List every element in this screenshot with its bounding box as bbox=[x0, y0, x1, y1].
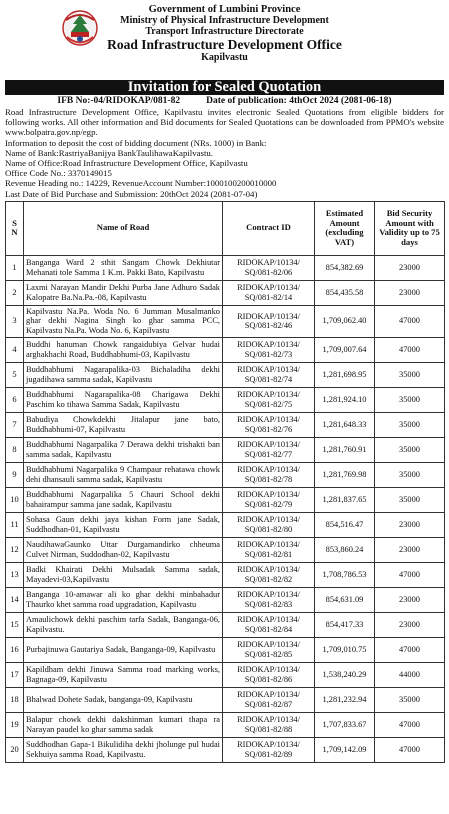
row-amount: 1,281,760.91 bbox=[315, 437, 375, 462]
row-amount: 1,538,240.29 bbox=[315, 662, 375, 687]
table-row bbox=[6, 737, 445, 762]
row-security: 35000 bbox=[375, 437, 445, 462]
table-row bbox=[6, 462, 445, 487]
row-contract-id: RIDOKAP/10134/ SQ/081-82/77 bbox=[223, 437, 315, 462]
row-security: 35000 bbox=[375, 412, 445, 437]
row-contract-id: RIDOKAP/10134/ SQ/081-82/76 bbox=[223, 412, 315, 437]
header-contract-id: Contract ID bbox=[223, 201, 315, 255]
table-row bbox=[6, 437, 445, 462]
row-contract-id: RIDOKAP/10134/ SQ/081-82/82 bbox=[223, 562, 315, 587]
row-security: 23000 bbox=[375, 612, 445, 637]
notice-banner: Invitation for Sealed Quotation bbox=[5, 80, 444, 95]
table-row bbox=[6, 537, 445, 562]
row-security: 23000 bbox=[375, 280, 445, 305]
row-contract-id: RIDOKAP/10134/ SQ/081-82/46 bbox=[223, 305, 315, 337]
header-security: Bid Security Amount with Validity up to 75 days bbox=[375, 201, 445, 255]
row-road-name: Badki Khairati Dekhi Mulsadak Samma sadak, Mayadevi-03,Kapilvastu bbox=[24, 562, 223, 587]
row-road-name: Kapilvastu Na.Pa. Woda No. 6 Jumman Musalmanko ghar dekhi Nagina Singh ko ghar samma PCC, Kapilvastu Na.Pa. Woda No. 6, Kapilvastu bbox=[24, 305, 223, 337]
row-contract-id: RIDOKAP/10134/ SQ/081-82/14 bbox=[223, 280, 315, 305]
table-row bbox=[6, 280, 445, 305]
row-sn: 13 bbox=[6, 562, 24, 587]
row-sn: 1 bbox=[6, 255, 24, 280]
row-sn: 12 bbox=[6, 537, 24, 562]
row-sn: 7 bbox=[6, 412, 24, 437]
row-amount: 854,516.47 bbox=[315, 512, 375, 537]
row-amount: 1,281,698.95 bbox=[315, 362, 375, 387]
row-amount: 1,709,010.75 bbox=[315, 637, 375, 662]
row-sn: 10 bbox=[6, 487, 24, 512]
nepal-emblem-icon bbox=[60, 8, 100, 50]
row-security: 35000 bbox=[375, 362, 445, 387]
row-contract-id: RIDOKAP/10134/ SQ/081-82/06 bbox=[223, 255, 315, 280]
table-row bbox=[6, 387, 445, 412]
row-sn: 5 bbox=[6, 362, 24, 387]
row-amount: 1,709,007.64 bbox=[315, 337, 375, 362]
row-amount: 1,281,924.10 bbox=[315, 387, 375, 412]
row-security: 44000 bbox=[375, 662, 445, 687]
row-contract-id: RIDOKAP/10134/ SQ/081-82/81 bbox=[223, 537, 315, 562]
table-row bbox=[6, 487, 445, 512]
row-road-name: Suddhodhan Gapa-1 Bikulidiha dekhi jholunge pul hudai Sekhuiya samma Road, Kapilvastu. bbox=[24, 737, 223, 762]
row-contract-id: RIDOKAP/10134/ SQ/081-82/89 bbox=[223, 737, 315, 762]
header-amount: Estimated Amount (excluding VAT) bbox=[315, 201, 375, 255]
row-amount: 1,708,786.53 bbox=[315, 562, 375, 587]
row-road-name: Buddhabhumi Nagarpalika 7 Derawa dekhi trishakti ban samma sadak, Kapilvastu bbox=[24, 437, 223, 462]
row-road-name: Kapildham dekhi Jinuwa Samma road marking works, Bagnaga-09, Kapilvastu bbox=[24, 662, 223, 687]
row-road-name: Buddhabhumi Nagarpalika 9 Champaur rehatawa chowk dehi dhansauli samma sadak, Kapilvastu bbox=[24, 462, 223, 487]
ifb-line bbox=[5, 96, 444, 107]
row-sn: 14 bbox=[6, 587, 24, 612]
intro-paragraph: Road Infrastructure Development Office, Kapilvastu invites electronic Sealed Quotations from eligible bidders for following works. All other information and Bid documents for Sealed Quotations can be downloaded from PPMO's website www.bolpatra.gov.np/egp. bbox=[5, 107, 444, 138]
row-contract-id: RIDOKAP/10134/ SQ/081-82/75 bbox=[223, 387, 315, 412]
row-contract-id: RIDOKAP/10134/ SQ/081-82/88 bbox=[223, 712, 315, 737]
row-security: 23000 bbox=[375, 255, 445, 280]
office-title: Road Infrastructure Development Office bbox=[107, 37, 342, 52]
row-sn: 3 bbox=[6, 305, 24, 337]
row-security: 23000 bbox=[375, 587, 445, 612]
row-road-name: Bhalwad Dohete Sadak, banganga-09, Kapilvastu bbox=[24, 687, 223, 712]
row-security: 35000 bbox=[375, 462, 445, 487]
row-amount: 853,860.24 bbox=[315, 537, 375, 562]
revenue-heading: Revenue Heading no.: 14229, RevenueAccount Number:1000100200010000 bbox=[5, 178, 277, 189]
directorate-title: Transport Infrastructure Directorate bbox=[145, 26, 304, 37]
table-row bbox=[6, 512, 445, 537]
row-road-name: Laxmi Narayan Mandir Dekhi Purba Jane Adhuro Sadak Kalopatre Ba.Na.Pa.-08, Kapilvastu bbox=[24, 280, 223, 305]
row-sn: 11 bbox=[6, 512, 24, 537]
row-road-name: Banganga Ward 2 sthit Sangam Chowk Dekhiutar Mehanati tole Samma 1 K.m. Pakki Bato, Kapilvastu bbox=[24, 255, 223, 280]
row-contract-id: RIDOKAP/10134/ SQ/081-82/86 bbox=[223, 662, 315, 687]
office-name: Name of Office:Road Infrastructure Development Office, Kapilvastu bbox=[5, 158, 248, 169]
row-contract-id: RIDOKAP/10134/ SQ/081-82/83 bbox=[223, 587, 315, 612]
table-row bbox=[6, 362, 445, 387]
table-row bbox=[6, 662, 445, 687]
row-amount: 854,435.58 bbox=[315, 280, 375, 305]
row-sn: 8 bbox=[6, 437, 24, 462]
row-road-name: Sohasa Gaun dekhi jaya kishan Form jane Sadak, Suddhodhan-01, Kapilvastu bbox=[24, 512, 223, 537]
row-sn: 20 bbox=[6, 737, 24, 762]
row-sn: 9 bbox=[6, 462, 24, 487]
row-road-name: Balapur chowk dekhi dakshinman kumari thapa ra Narayan paudel ko ghar samma sadak bbox=[24, 712, 223, 737]
row-security: 47000 bbox=[375, 562, 445, 587]
row-amount: 854,382.69 bbox=[315, 255, 375, 280]
ifb-number: IFB No:-04/RIDOKAP/081-82 bbox=[57, 96, 181, 106]
table-row bbox=[6, 612, 445, 637]
row-sn: 18 bbox=[6, 687, 24, 712]
row-amount: 1,709,062.40 bbox=[315, 305, 375, 337]
row-contract-id: RIDOKAP/10134/ SQ/081-82/73 bbox=[223, 337, 315, 362]
row-amount: 1,707,833.67 bbox=[315, 712, 375, 737]
row-security: 35000 bbox=[375, 487, 445, 512]
row-contract-id: RIDOKAP/10134/ SQ/081-82/84 bbox=[223, 612, 315, 637]
row-security: 47000 bbox=[375, 637, 445, 662]
row-contract-id: RIDOKAP/10134/ SQ/081-82/80 bbox=[223, 512, 315, 537]
header-road: Name of Road bbox=[24, 201, 223, 255]
deposit-info: Information to deposit the cost of bidding document (NRs. 1000) in Bank: bbox=[5, 137, 267, 148]
table-row bbox=[6, 412, 445, 437]
row-security: 47000 bbox=[375, 305, 445, 337]
header-sn: S N bbox=[6, 201, 24, 255]
row-road-name: Purbajinuwa Gautariya Sadak, Banganga-09, Kapilvastu bbox=[24, 637, 223, 662]
row-amount: 1,281,837.65 bbox=[315, 487, 375, 512]
row-security: 23000 bbox=[375, 512, 445, 537]
row-amount: 1,281,648.33 bbox=[315, 412, 375, 437]
row-sn: 2 bbox=[6, 280, 24, 305]
row-contract-id: RIDOKAP/10134/ SQ/081-82/79 bbox=[223, 487, 315, 512]
row-amount: 1,281,232.94 bbox=[315, 687, 375, 712]
quotation-table bbox=[5, 201, 445, 763]
row-amount: 1,281,769.98 bbox=[315, 462, 375, 487]
table-row bbox=[6, 305, 445, 337]
row-sn: 19 bbox=[6, 712, 24, 737]
row-road-name: Babudiya Chowkdekhi Jitalapur jane bato, Buddhabhumi-07, Kapilvastu bbox=[24, 412, 223, 437]
table-row bbox=[6, 255, 445, 280]
publication-date: Date of publication: 4thOct 2024 (2081-06-18) bbox=[206, 96, 392, 106]
table-row bbox=[6, 337, 445, 362]
table-row bbox=[6, 712, 445, 737]
row-security: 47000 bbox=[375, 712, 445, 737]
row-road-name: Buddhabhumi Nagarapalika-03 Bichaladiha dekhi jugadihawa samma sadak, Kapilvastu bbox=[24, 362, 223, 387]
row-road-name: Buddhabhumi Nagarapalika-08 Charigawa Dekhi Paschim ko tihawa Samma Sadak, Kapilvastu bbox=[24, 387, 223, 412]
row-security: 47000 bbox=[375, 337, 445, 362]
row-contract-id: RIDOKAP/10134/ SQ/081-82/74 bbox=[223, 362, 315, 387]
row-security: 35000 bbox=[375, 387, 445, 412]
row-sn: 6 bbox=[6, 387, 24, 412]
header bbox=[5, 4, 444, 78]
row-road-name: Buddhabhumi Nagarpalika 5 Chauri School dekhi bahairampur samma jane sadak, Kapilvastu bbox=[24, 487, 223, 512]
row-road-name: Amaulichowk dekhi paschim tarfa Sadak, Banganga-06, Kapilvastu. bbox=[24, 612, 223, 637]
row-security: 47000 bbox=[375, 737, 445, 762]
row-sn: 17 bbox=[6, 662, 24, 687]
table-row bbox=[6, 562, 445, 587]
row-sn: 16 bbox=[6, 637, 24, 662]
row-amount: 854,417.33 bbox=[315, 612, 375, 637]
government-title: Government of Lumbini Province bbox=[148, 4, 301, 15]
row-contract-id: RIDOKAP/10134/ SQ/081-82/85 bbox=[223, 637, 315, 662]
row-sn: 4 bbox=[6, 337, 24, 362]
row-road-name: Banganga 10-amawar ali ko ghar dekhi minbahadur Thaurko khet samma road upgradation, Kapilvastu bbox=[24, 587, 223, 612]
bank-name: Name of Bank:RastriyaBanijya BankTaulihawaKapilvastu. bbox=[5, 147, 214, 158]
ministry-title: Ministry of Physical Infrastructure Development bbox=[120, 15, 329, 26]
last-date: Last Date of Bid Purchase and Submission: 20thOct 2024 (2081-07-04) bbox=[5, 188, 258, 199]
row-road-name: Buddhi hanuman Chowk rangaidubiya Gelvar hudai arghakhachi Road, Buddhabhumi-03, Kapilvastu bbox=[24, 337, 223, 362]
table-body bbox=[6, 255, 445, 762]
row-sn: 15 bbox=[6, 612, 24, 637]
intro-section bbox=[5, 107, 444, 199]
table-row bbox=[6, 587, 445, 612]
row-amount: 854,631.09 bbox=[315, 587, 375, 612]
row-security: 23000 bbox=[375, 537, 445, 562]
row-contract-id: RIDOKAP/10134/ SQ/081-82/87 bbox=[223, 687, 315, 712]
row-security: 35000 bbox=[375, 687, 445, 712]
table-header-row bbox=[6, 201, 445, 255]
row-contract-id: RIDOKAP/10134/ SQ/081-82/78 bbox=[223, 462, 315, 487]
row-amount: 1,709,142.09 bbox=[315, 737, 375, 762]
table-row bbox=[6, 637, 445, 662]
office-code: Office Code No.: 3370149015 bbox=[5, 168, 112, 179]
row-road-name: NaudihawaGaunko Uttar Durgamandirko chheuma Culvet Nirman, Suddodhan-02, Kapilvastu bbox=[24, 537, 223, 562]
location-title: Kapilvastu bbox=[201, 52, 248, 63]
table-row bbox=[6, 687, 445, 712]
